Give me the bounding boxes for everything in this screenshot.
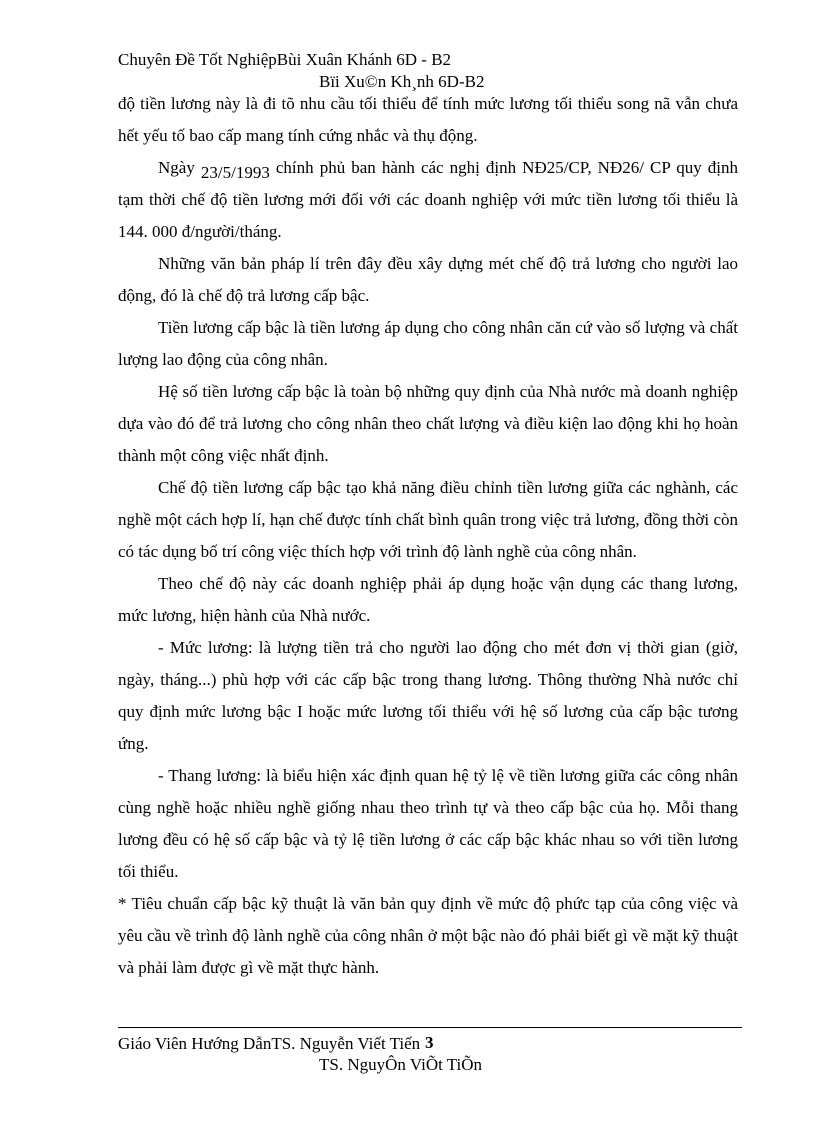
header-author-encoded: Bïi Xu©n Kh¸nh 6D-B2 bbox=[319, 72, 485, 91]
paragraph-2-start: Ngày bbox=[158, 158, 201, 177]
paragraph-4: Tiền lương cấp bậc là tiền lương áp dụng cho công nhân căn cứ vào số lượng và chất lượng lao động của công nhân. bbox=[118, 318, 738, 369]
paragraph-7: Theo chế độ này các doanh nghiệp phải áp dụng hoặc vận dụng các thang lương, mức lương, hiện hành của Nhà nước. bbox=[118, 574, 738, 625]
footer-divider bbox=[118, 1027, 742, 1028]
paragraph-3: Những văn bản pháp lí trên đây đều xây dựng mét chế độ trả lương cho người lao động, đó là chế độ trả lương cấp bậc. bbox=[118, 254, 738, 305]
paragraph-8: - Mức lương: là lượng tiền trả cho người lao động cho mét đơn vị thời gian (giờ, ngày, tháng...) phù hợp với các cấp bậc trong thang lương. Thông thường Nhà nước chỉ quy định mức lương bậc I hoặc mức lương tối thiểu với hệ số lương của cấp bậc tương ứng. bbox=[118, 638, 738, 753]
paragraph-9: - Thang lương: là biểu hiện xác định quan hệ tỷ lệ về tiền lương giữa các công nhân cùng nghề hoặc nhiều nghề giống nhau theo trình tự và theo cấp bậc của họ. Mỗi thang lương đều có hệ số cấp bậc và tỷ lệ tiền lương ở các cấp bậc khác nhau so với tiền lương tối thiểu. bbox=[118, 766, 738, 881]
footer-supervisor-encoded: TS. NguyÔn ViÕt TiÕn bbox=[319, 1055, 483, 1074]
footer-supervisor: Giáo Viên Hướng DẫnTS. Nguyễn Viết Tiến bbox=[118, 1034, 421, 1053]
paragraph-5: Hệ số tiền lương cấp bậc là toàn bộ những quy định của Nhà nước mà doanh nghiệp dựa vào đó để trả lương cho công nhân theo chất lượng và điều kiện lao động khi họ hoàn thành một công việc nhất định. bbox=[118, 382, 738, 465]
paragraph-2-rest: chính phủ ban hành các nghị định NĐ25/CP, NĐ26/ CP quy định tạm thời chế độ tiền lương mới đối với các doanh nghiệp với mức tiền lương tối thiểu là 144. 000 đ/người/tháng. bbox=[118, 158, 738, 241]
document-body bbox=[118, 88, 738, 984]
paragraph-2 bbox=[118, 152, 738, 248]
paragraph-1: độ tiền lương này là đi tõ nhu cầu tối thiểu để tính mức lương tối thiểu song nã vẫn chưa hết yếu tố bao cấp mang tính cứng nhắc và thụ động. bbox=[118, 94, 738, 145]
page-number: 3 bbox=[425, 1033, 434, 1052]
paragraph-10: * Tiêu chuẩn cấp bậc kỹ thuật là văn bản quy định về mức độ phức tạp của công việc và yêu cầu về trình độ lành nghề của công nhân ở một bậc nào đó phải biết gì về mặt kỹ thuật và phải làm được gì về mặt thực hành. bbox=[118, 894, 738, 977]
paragraph-6: Chế độ tiền lương cấp bậc tạo khả năng điều chỉnh tiền lương giữa các nghành, các nghề một cách hợp lí, hạn chế được tính chất bình quân trong việc trả lương, đồng thời còn có tác dụng bố trí công việc thích hợp với trình độ lành nghề của công nhân. bbox=[118, 478, 738, 561]
header-title: Chuyên Đề Tốt NghiệpBùi Xuân Khánh 6D - B2 bbox=[118, 50, 452, 69]
decree-date: 23/5/1993 bbox=[200, 163, 270, 182]
